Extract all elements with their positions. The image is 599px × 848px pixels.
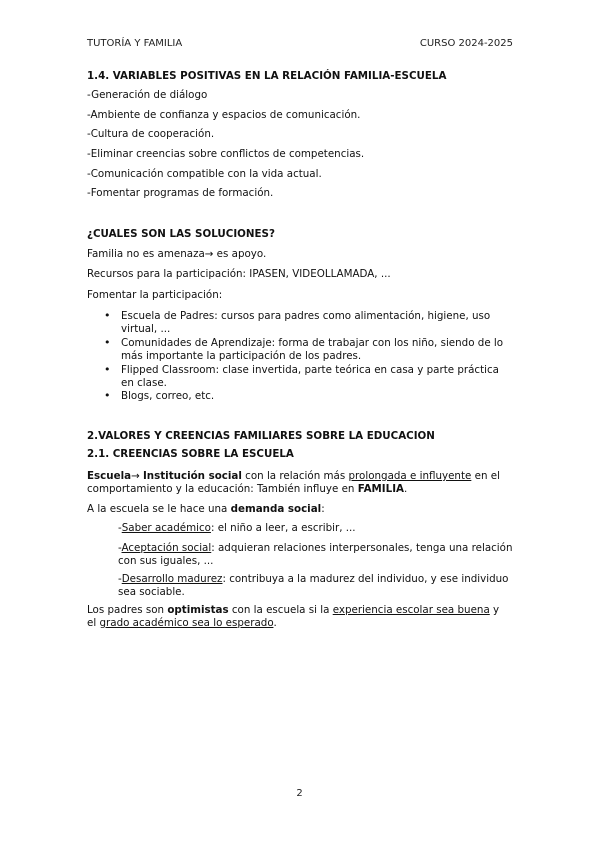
dash: - [118, 542, 122, 554]
text: : adquieran relaciones interpersonales, tenga una relación con sus iguales, ... [118, 542, 513, 567]
bold-text: Escuela [87, 470, 132, 482]
text: Los padres son [87, 604, 168, 616]
bold-text: demanda social [230, 503, 322, 515]
demand-item [118, 542, 513, 568]
text: en el comportamiento y la educación: También influye en [87, 470, 500, 495]
dash: - [118, 522, 122, 534]
text: A la escuela se le hace una [87, 503, 231, 515]
text: con la escuela si la [228, 604, 333, 616]
underlined-text: Desarrollo madurez [121, 573, 223, 585]
paragraph: Familia no es amenaza→ es apoyo. [87, 248, 267, 260]
section-2-title: 2.VALORES Y CREENCIAS FAMILIARES SOBRE LA EDUCACION [87, 430, 435, 442]
underlined-text: experiencia escolar sea buena [332, 604, 490, 616]
solutions-title: ¿CUALES SON LAS SOLUCIONES? [87, 228, 275, 240]
text: y el [87, 604, 500, 629]
bullet-dot: • [104, 389, 111, 402]
underlined-text: grado académico sea lo esperado [99, 616, 274, 629]
bullet-item: Escuela de Padres: cursos para padres como alimentación, higiene, uso virtual, ... [121, 310, 491, 335]
paragraph: Recursos para la participación: IPASEN, VIDEOLLAMADA, ... [87, 268, 391, 280]
text: . [273, 616, 277, 629]
header-left: TUTORÍA Y FAMILIA [87, 38, 183, 49]
section-1-4-title: 1.4. VARIABLES POSITIVAS EN LA RELACIÓN FAMILIA-ESCUELA [87, 70, 447, 82]
bullet-dot: • [104, 309, 111, 322]
bullet-item: Blogs, correo, etc. [121, 390, 215, 402]
list-item: -Eliminar creencias sobre conflictos de competencias. [87, 148, 365, 160]
bold-text: Institución social [142, 470, 242, 482]
underlined-text: prolongada e influyente [348, 470, 472, 482]
section-2-1-title: 2.1. CREENCIAS SOBRE LA ESCUELA [87, 448, 294, 460]
bold-text: optimistas [167, 604, 229, 616]
underlined-text: Saber académico [121, 522, 211, 534]
text: : [321, 503, 325, 515]
bullet-item: Flipped Classroom: clase invertida, parte teórica en casa y parte práctica en clase. [121, 364, 499, 389]
paragraph-optimistas [87, 604, 507, 630]
text: : el niño a leer, a escribir, ... [210, 522, 356, 534]
demand-item [118, 522, 513, 535]
text: . [404, 482, 408, 495]
dash: - [118, 573, 122, 585]
arrow-text: → [131, 470, 143, 482]
list-item: -Fomentar programas de formación. [87, 187, 274, 199]
header-right: CURSO 2024-2025 [419, 38, 513, 49]
text: : contribuya a la madurez del individuo, y ese individuo sea sociable. [118, 573, 509, 598]
bold-text: FAMILIA [357, 482, 404, 495]
paragraph: Fomentar la participación: [87, 289, 223, 301]
bullet-dot: • [104, 363, 111, 376]
text: con la relación más [241, 470, 349, 482]
list-item: -Comunicación compatible con la vida actual. [87, 168, 322, 180]
list-item: -Ambiente de confianza y espacios de comunicación. [87, 109, 361, 121]
paragraph-demanda [87, 503, 507, 516]
underlined-text: Aceptación social [121, 542, 212, 554]
paragraph-escuela [87, 470, 507, 496]
bullet-item: Comunidades de Aprendizaje: forma de trabajar con los niño, siendo de lo más importante la participación de los padres. [121, 337, 504, 362]
demand-item [118, 573, 513, 599]
bullet-dot: • [104, 336, 111, 349]
list-item: -Generación de diálogo [87, 89, 208, 101]
page-number: 2 [296, 788, 303, 799]
list-item: -Cultura de cooperación. [87, 128, 215, 140]
